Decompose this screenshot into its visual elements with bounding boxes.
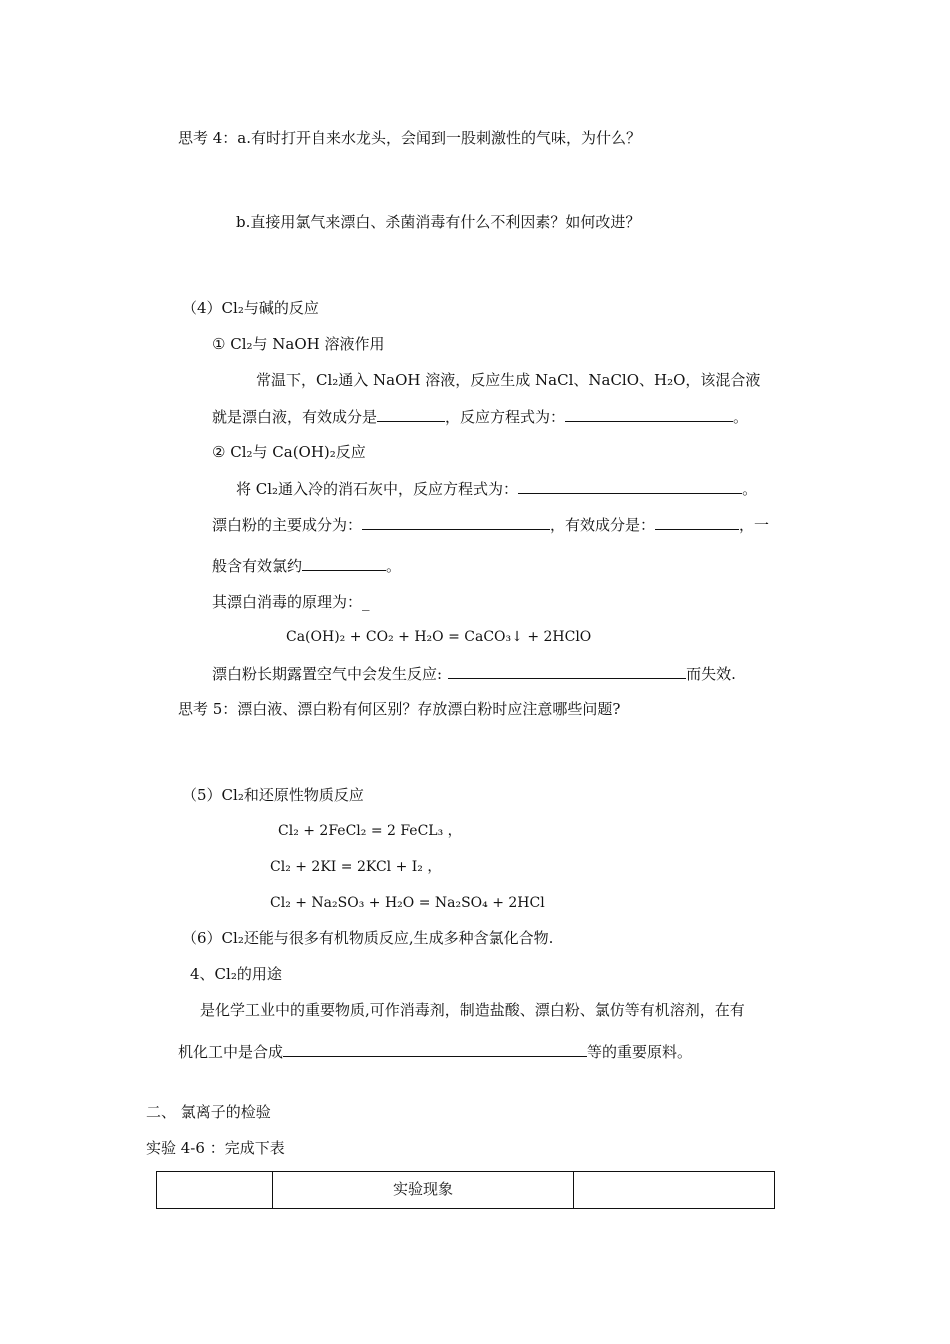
answer-blank[interactable] [377, 406, 445, 422]
section5-eq1: Cl₂ + 2FeCl₂ = 2 FeCL₃ ， [278, 823, 462, 839]
table-cell[interactable] [574, 1172, 775, 1209]
exposure-line [212, 663, 736, 684]
item2-text-b: 。 [742, 480, 758, 498]
answer-blank[interactable] [283, 1041, 587, 1057]
principle-equation: Ca(OH)₂ + CO₂ + H₂O = CaCO₃↓ + 2HClO [286, 629, 592, 645]
item1-text: 常温下，Cl₂通入 NaOH 溶液，反应生成 NaCl、NaClO、H₂O，该混合液 [256, 371, 761, 389]
item1-fill-b: ，反应方程式为： [445, 408, 566, 426]
answer-blank[interactable] [518, 478, 742, 494]
answer-blank[interactable] [302, 555, 386, 571]
think5: 思考 5：漂白液、漂白粉有何区别？存放漂白粉时应注意哪些问题? [178, 700, 621, 718]
experiment-table [156, 1171, 775, 1209]
item1-fill-line [212, 406, 748, 427]
item1-heading: ① Cl₂与 NaOH 溶液作用 [212, 335, 385, 353]
section6: （6）Cl₂还能与很多有机物质反应,生成多种含氯化合物. [182, 929, 554, 947]
answer-blank[interactable] [565, 406, 733, 422]
section5-eq2: Cl₂ + 2KI = 2KCl + I₂ ， [270, 859, 442, 875]
experiment-label: 实验 4-6 ：完成下表 [146, 1139, 285, 1157]
powder-line [212, 514, 769, 535]
chlorine-line [212, 555, 401, 576]
table-header-phenomenon: 实验现象 [273, 1172, 574, 1209]
uses-line2-a: 机化工中是合成 [178, 1043, 284, 1061]
uses-title: 4、Cl₂的用途 [190, 965, 282, 983]
think4-a: 思考 4：a.有时打开自来水龙头，会闻到一股刺激性的气味，为什么？ [178, 129, 642, 147]
table-row [157, 1172, 775, 1209]
think4-b: b.直接用氯气来漂白、杀菌消毒有什么不利因素？如何改进？ [236, 213, 641, 231]
answer-blank[interactable] [448, 663, 686, 679]
answer-blank[interactable] [362, 514, 550, 530]
chlorine-b: 。 [386, 557, 402, 575]
uses-line2 [178, 1041, 692, 1062]
section5-title: （5）Cl₂和还原性物质反应 [182, 786, 364, 804]
principle-line: 其漂白消毒的原理为：_ [212, 593, 370, 611]
item2-heading: ② Cl₂与 Ca(OH)₂反应 [212, 443, 366, 461]
item1-fill-a: 就是漂白液，有效成分是 [212, 408, 378, 426]
item1-fill-c: 。 [733, 408, 749, 426]
table-cell[interactable] [157, 1172, 273, 1209]
powder-b: ，有效成分是： [550, 516, 656, 534]
powder-a: 漂白粉的主要成分为： [212, 516, 363, 534]
uses-line2-b: 等的重要原料。 [587, 1043, 693, 1061]
uses-line1: 是化学工业中的重要物质,可作消毒剂，制造盐酸、漂白粉、氯仿等有机溶剂，在有 [200, 1001, 745, 1019]
section5-eq3: Cl₂ + Na₂SO₃ + H₂O = Na₂SO₄ + 2HCl [270, 895, 545, 911]
item2-text-line [236, 478, 757, 499]
section4-title: （4）Cl₂与碱的反应 [182, 299, 319, 317]
answer-blank[interactable] [655, 514, 739, 530]
powder-c: ，一 [739, 516, 770, 534]
section2-title: 二、 氯离子的检验 [146, 1103, 271, 1121]
exposure-b: 而失效. [686, 665, 736, 683]
chlorine-a: 般含有效氯约 [212, 557, 303, 575]
item2-text-a: 将 Cl₂通入冷的消石灰中，反应方程式为： [236, 480, 519, 498]
exposure-a: 漂白粉长期露置空气中会发生反应: [212, 665, 443, 683]
